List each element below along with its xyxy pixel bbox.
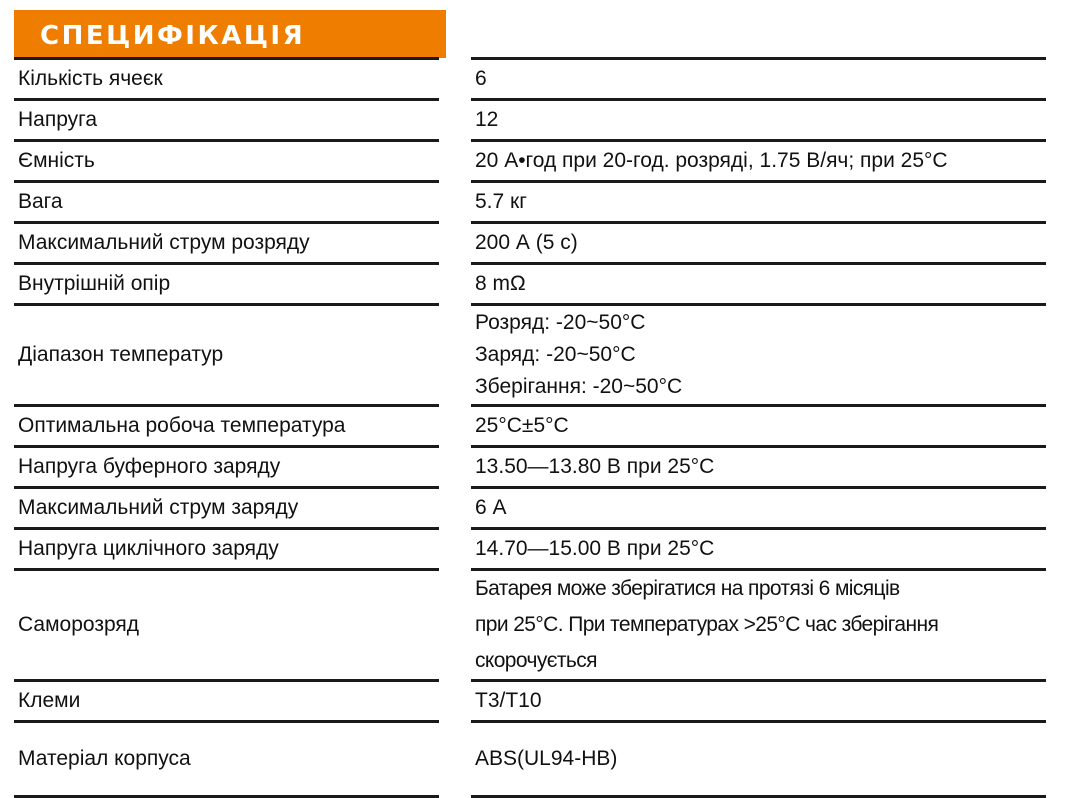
table-row: [14, 303, 1046, 404]
row-value: 14.70—15.00 В при 25°С: [471, 527, 1046, 568]
row-label: Максимальний струм розряду: [14, 221, 439, 262]
row-value-line: Заряд: -20~50°C: [475, 343, 636, 366]
row-value: ABS(UL94-HB): [471, 720, 1046, 798]
row-label: Матеріал корпуса: [14, 720, 439, 798]
table-row: [14, 180, 1046, 221]
spec-title: СПЕЦИФІКАЦІЯ: [40, 21, 306, 51]
table-row: [14, 679, 1046, 720]
row-value-line: при 25°С. При температурах >25°С час зберігання: [475, 613, 939, 636]
row-label: Напруга: [14, 98, 439, 139]
row-label: Максимальний струм заряду: [14, 486, 439, 527]
table-row: [14, 404, 1046, 445]
table-row: [14, 262, 1046, 303]
row-value-multiline: [471, 303, 1046, 404]
row-value: 200 А (5 с): [471, 221, 1046, 262]
row-label: Ємність: [14, 139, 439, 180]
row-label: Напруга циклічного заряду: [14, 527, 439, 568]
table-row: [14, 57, 1046, 98]
row-label: Внутрішній опір: [14, 262, 439, 303]
row-label: Кількість ячеєк: [14, 57, 439, 98]
spec-header-bar: [14, 10, 446, 58]
row-value: 6: [471, 57, 1046, 98]
row-value: 6 А: [471, 486, 1046, 527]
row-value: 20 А•год при 20-год. розряді, 1.75 В/яч; при 25°С: [471, 139, 1046, 180]
row-label: Вага: [14, 180, 439, 221]
row-label: Саморозряд: [14, 568, 439, 679]
spec-table: [14, 57, 1046, 798]
row-value-line: скорочується: [475, 649, 597, 672]
row-label: Оптимальна робоча температура: [14, 404, 439, 445]
row-value-multiline: [471, 568, 1046, 679]
row-value: 8 mΩ: [471, 262, 1046, 303]
row-value: 13.50—13.80 В при 25°С: [471, 445, 1046, 486]
table-row: [14, 221, 1046, 262]
table-row: [14, 486, 1046, 527]
row-value-line: Батарея може зберігатися на протязі 6 місяців: [475, 577, 900, 600]
row-value-line: Зберігання: -20~50°C: [475, 375, 683, 398]
table-row: [14, 139, 1046, 180]
row-value: T3/T10: [471, 679, 1046, 720]
table-row: [14, 527, 1046, 568]
row-value: 25°C±5°C: [471, 404, 1046, 445]
table-row: [14, 98, 1046, 139]
table-row: [14, 445, 1046, 486]
row-value-line: Розряд: -20~50°C: [475, 311, 646, 334]
row-label: Напруга буферного заряду: [14, 445, 439, 486]
row-label: Діапазон температур: [14, 303, 439, 404]
row-value: 12: [471, 98, 1046, 139]
table-row: [14, 568, 1046, 679]
row-label: Клеми: [14, 679, 439, 720]
row-value: 5.7 кг: [471, 180, 1046, 221]
table-row: [14, 720, 1046, 798]
